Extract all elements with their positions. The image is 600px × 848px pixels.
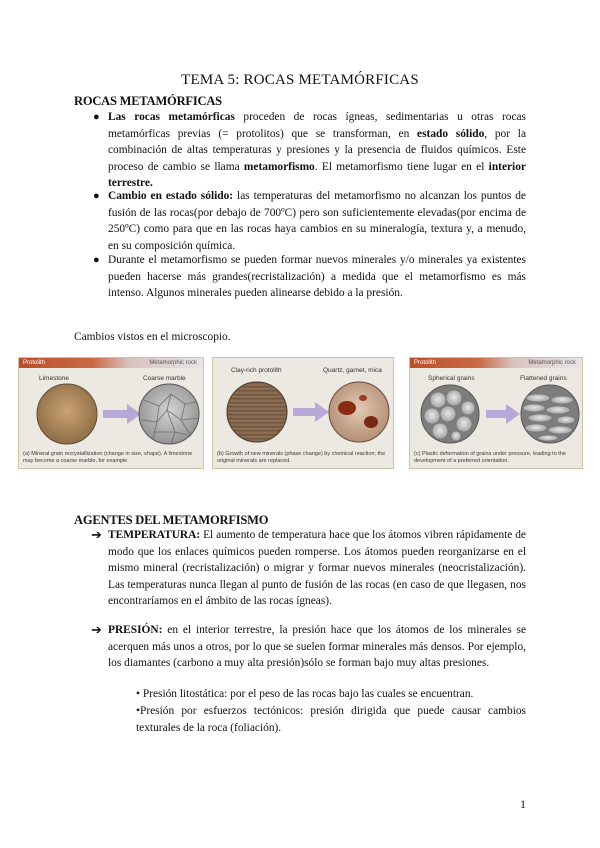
- bold-term: metamorfismo: [243, 160, 315, 173]
- bullet-definition: [108, 109, 526, 192]
- panel-label-b: Quartz, garnet, mica: [323, 367, 382, 374]
- text-run: proceden de rocas ígneas, sedimentarias u otras rocas metamórficas previas (= protolitos) que se transforman, en: [108, 111, 526, 140]
- bar-label-left: Protolith: [414, 360, 437, 366]
- text-run: El aumento de temperatura hace que los átomos vibren rápidamente de modo que los enlaces químicos pueden romperse. Los átomos pueden reorganizarse en el mismo mineral (recristalización) o migrar y formar nuevos minerales (neocristalización). Las temperaturas nunca llegan al punto de fusión de las rocas (en caso de que llegasen, nos encontraríamos en el ámbito de las rocas ígneas).: [108, 529, 526, 608]
- bullet-marker: ●: [93, 254, 100, 266]
- text-run: , por la combinación de altas temperaturas y presiones y la presencia de fluidos químicos. Este proceso de cambio se llama: [108, 127, 526, 173]
- bullet-marker: ●: [93, 111, 100, 123]
- page-title: TEMA 5: ROCAS METAMÓRFICAS: [181, 72, 419, 88]
- arrow-bullet-icon: ➔: [91, 622, 102, 637]
- microscope-panel-a: [18, 357, 204, 469]
- sub-bullet-tectonica: •Presión por esfuerzos tectónicos: presión dirigida que puede causar cambios texturales de la roca (foliación).: [136, 705, 526, 734]
- microscope-panel-b: [212, 357, 394, 469]
- panel-label-a: Clay-rich protolith: [231, 367, 282, 374]
- bullet-solid-state: [108, 188, 526, 254]
- panel-caption-a: (a) Mineral grain recrystallization (change in size, shape). A limestone may become a coarse marble, for example.: [23, 451, 193, 464]
- bold-term: Cambio en estado sólido:: [108, 190, 234, 202]
- panel-label-a: Limestone: [39, 375, 69, 382]
- bar-label-right: Metamorphic rock: [528, 360, 576, 366]
- bold-term: estado sólido: [417, 127, 485, 140]
- bold-term: PRESIÓN:: [108, 624, 163, 636]
- agent-presion: [108, 622, 526, 672]
- section-heading-rocas: ROCAS METAMÓRFICAS: [74, 94, 222, 108]
- micro-image-c: [410, 380, 583, 446]
- panel-label-b: Coarse marble: [143, 375, 186, 382]
- sub-bullet-litostatica: • Presión litostática: por el peso de las rocas bajo las cuales se encuentran.: [136, 688, 474, 700]
- bullet-new-minerals: Durante el metamorfismo se pueden formar nuevos minerales y/o minerales ya existentes pueden hacerse más grandes(recristalización) a medida que el metamorfismo es más intenso. Algunos minerales pueden alinearse debido a la presión.: [108, 254, 526, 300]
- panel-label-b: Flattened grains: [520, 375, 567, 382]
- arrow-bullet-icon: ➔: [91, 527, 102, 542]
- bold-term: interior terrestre.: [108, 160, 526, 190]
- section-heading-agentes: AGENTES DEL METAMORFISMO: [74, 513, 269, 527]
- panel-caption-c: (c) Plastic deformation of grains under pressure, leading to the development of a preferred orientation.: [414, 451, 566, 464]
- text-run: las temperaturas del metamorfismo no alcanzan los puntos de fusión de las rocas(por debajo de 700ºC) pero son suficientemente elevadas(por encima de 250ºC) como para que en las rocas haya cambios en su mineralogía, textura y, a menudo, en su composición química.: [108, 190, 526, 252]
- microscope-caption: Cambios vistos en el microscopio.: [74, 331, 231, 343]
- bullet-marker: ●: [93, 190, 100, 202]
- text-run: . El metamorfismo tiene lugar en el: [314, 160, 489, 173]
- bold-term: TEMPERATURA:: [108, 529, 201, 541]
- page-number: 1: [520, 797, 526, 811]
- agent-temperatura: [108, 527, 526, 610]
- panel-label-a: Spherical grains: [428, 375, 475, 382]
- microscope-panel-c: [409, 357, 583, 469]
- micro-image-a: [19, 380, 204, 446]
- bar-label-right: Metamorphic rock: [149, 360, 197, 366]
- bold-term: Las rocas metamórficas: [108, 111, 235, 123]
- micro-image-b: [213, 378, 394, 446]
- protolith-to-metamorphic-bar: [410, 358, 582, 368]
- bar-label-left: Protolith: [23, 360, 46, 366]
- protolith-to-metamorphic-bar: [19, 358, 203, 368]
- panel-caption-b: (b) Growth of new minerals (phase change) by chemical reaction; the original minerals are replaced.: [217, 451, 386, 464]
- text-run: en el interior terrestre, la presión hace que los átomos de los minerales se acerquen más unos a otros, por lo que se suelen formar minerales más densos. Por ejemplo, los diamantes (carbono a muy alta presión)sólo se forman bajo muy altas presiones.: [108, 624, 526, 670]
